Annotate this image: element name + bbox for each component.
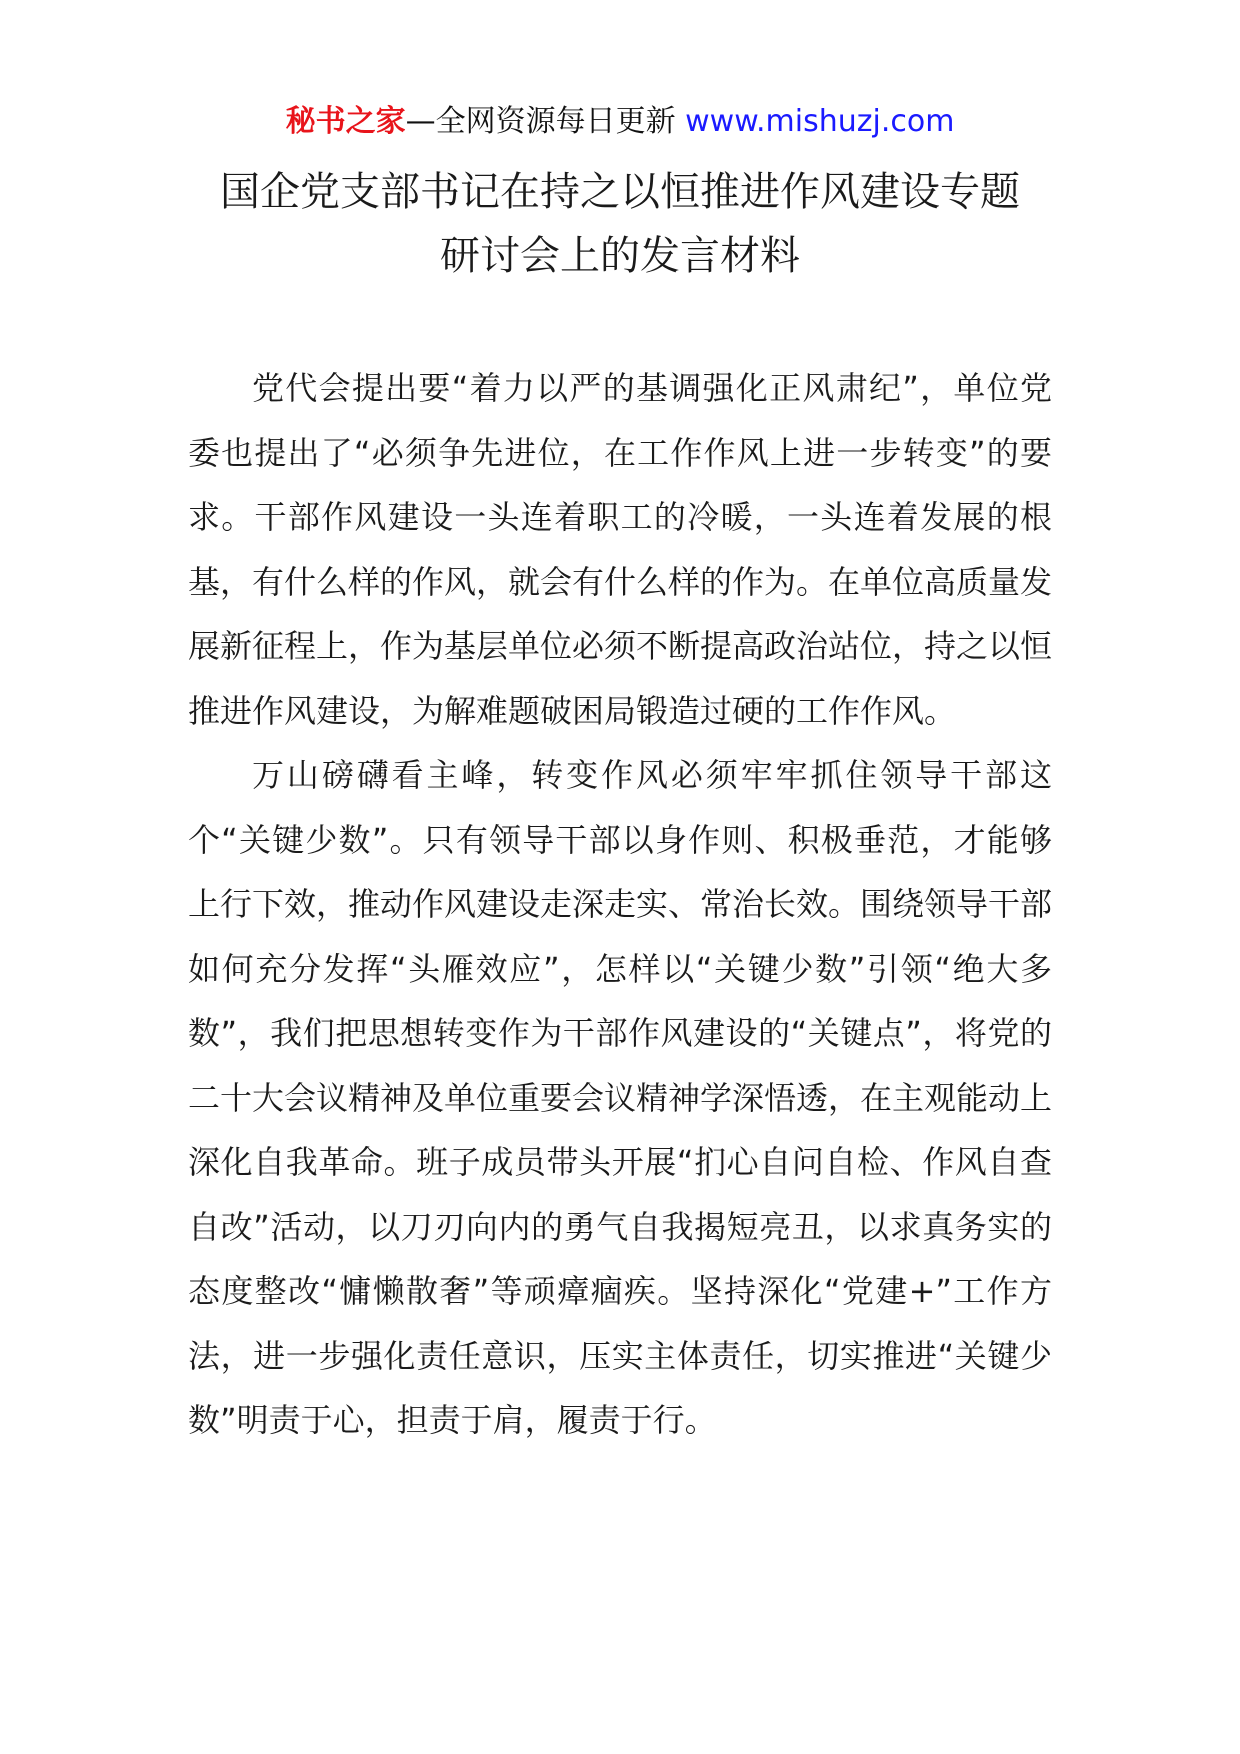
body-paragraph-1: 党代会提出要“着力以严的基调强化正风肃纪”，单位党委也提出了“必须争先进位，在工作作风上进一步转变”的要求。干部作风建设一头连着职工的冷暖，一头连着发展的根基，有什么样的作风，就会有什么样的作为。在单位高质量发展新征程上，作为基层单位必须不断提高政治站位，持之以恒推进作风建设，为解难题破困局锻造过硬的工作作风。 bbox=[188, 369, 1053, 730]
site-header bbox=[0, 100, 1240, 144]
title-line-2: 研讨会上的发言材料 bbox=[440, 233, 800, 279]
site-url-link[interactable]: www.mishuzj.com bbox=[685, 104, 955, 139]
document-title bbox=[150, 160, 1090, 288]
title-line-1: 国企党支部书记在持之以恒推进作风建设专题 bbox=[220, 169, 1020, 215]
header-tagline: —全网资源每日更新 bbox=[405, 104, 676, 139]
brand-name: 秘书之家 bbox=[285, 104, 406, 139]
document-body bbox=[188, 356, 1052, 1453]
body-paragraph-2: 万山磅礴看主峰，转变作风必须牢牢抓住领导干部这个“关键少数”。只有领导干部以身作则、积极垂范，才能够上行下效，推动作风建设走深走实、常治长效。围绕领导干部如何充分发挥“头雁效应”，怎样以“关键少数”引领“绝大多数”，我们把思想转变作为干部作风建设的“关键点”，将党的二十大会议精神及单位重要会议精神学深悟透，在主观能动上深化自我革命。班子成员带头开展“扪心自问自检、作风自查自改”活动，以刀刃向内的勇气自我揭短亮丑，以求真务实的态度整改“慵懒散奢”等顽瘴痼疾。坚持深化“党建+”工作方法，进一步强化责任意识，压实主体责任，切实推进“关键少数”明责于心，担责于肩，履责于行。 bbox=[188, 756, 1053, 1439]
